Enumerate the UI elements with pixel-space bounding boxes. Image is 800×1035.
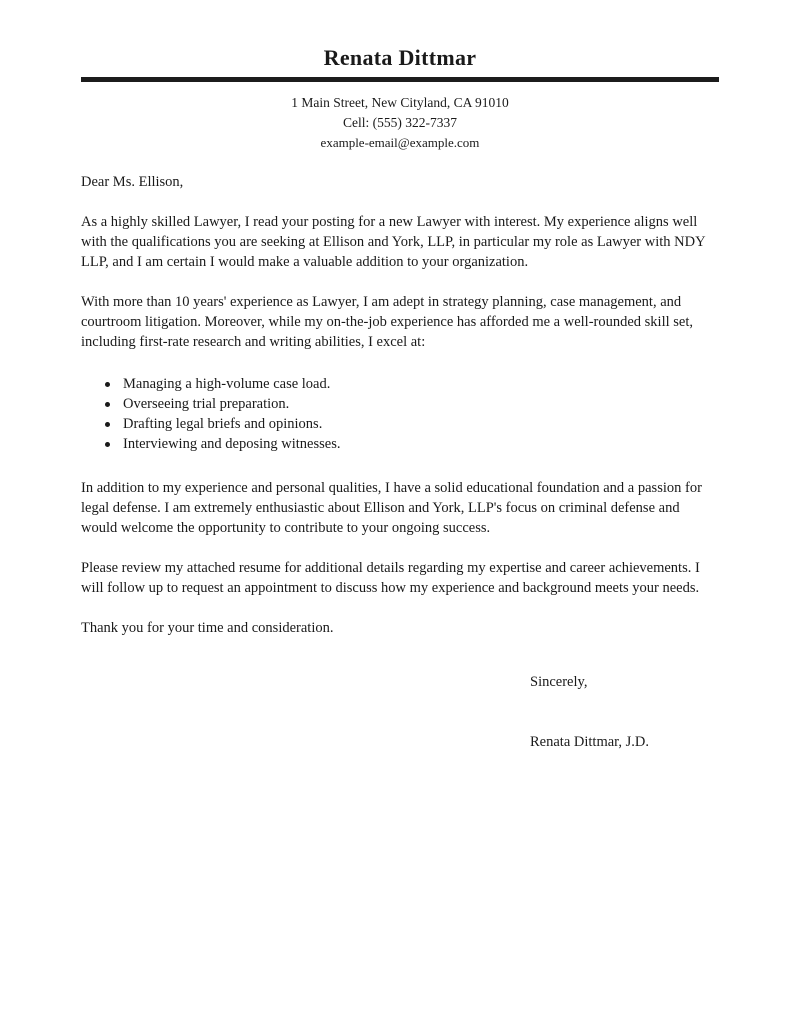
paragraph-experience: With more than 10 years' experience as Lawyer, I am adept in strategy planning, case management, and courtroom litigation. Moreover, while my on-the-job experience has afforded me a well-rounded skill set, including first-rate research and writing abilities, I excel at:: [81, 294, 693, 350]
paragraph-resume: Please review my attached resume for additional details regarding my expertise and career achievements. I will follow up to request an appointment to discuss how my experience and background meets your needs.: [81, 560, 700, 596]
bullet-item: Overseeing trial preparation.: [109, 394, 719, 414]
bullet-item: Drafting legal briefs and opinions.: [109, 414, 719, 434]
signature: Renata Dittmar, J.D.: [530, 734, 650, 750]
paragraph-qualities: In addition to my experience and personal qualities, I have a solid educational foundation and a passion for legal defense. I am extremely enthusiastic about Ellison and York, LLP's focus on criminal defense and would welcome the opportunity to contribute to your ongoing success.: [81, 480, 702, 536]
valediction: Sincerely,: [530, 674, 588, 690]
contact-phone: Cell: (555) 322-7337: [343, 115, 457, 130]
contact-address: 1 Main Street, New Cityland, CA 91010: [291, 95, 509, 110]
paragraph-intro: As a highly skilled Lawyer, I read your posting for a new Lawyer with interest. My experience aligns well with the qualifications you are seeking at Ellison and York, LLP, in particular my role as Lawyer with NDY LLP, and I am certain I would make a valuable addition to your organization.: [81, 214, 706, 270]
contact-block: [81, 93, 719, 153]
skills-bullet-list: [81, 374, 719, 454]
closing-block: [530, 672, 719, 752]
salutation: Dear Ms. Ellison,: [81, 174, 184, 190]
header-double-rule: [81, 77, 719, 82]
contact-email: example-email@example.com: [320, 135, 480, 150]
author-name: Renata Dittmar: [323, 45, 477, 70]
bullet-item: Interviewing and deposing witnesses.: [109, 434, 719, 454]
bullet-item: Managing a high-volume case load.: [109, 374, 719, 394]
paragraph-thanks: Thank you for your time and consideration.: [81, 620, 334, 636]
